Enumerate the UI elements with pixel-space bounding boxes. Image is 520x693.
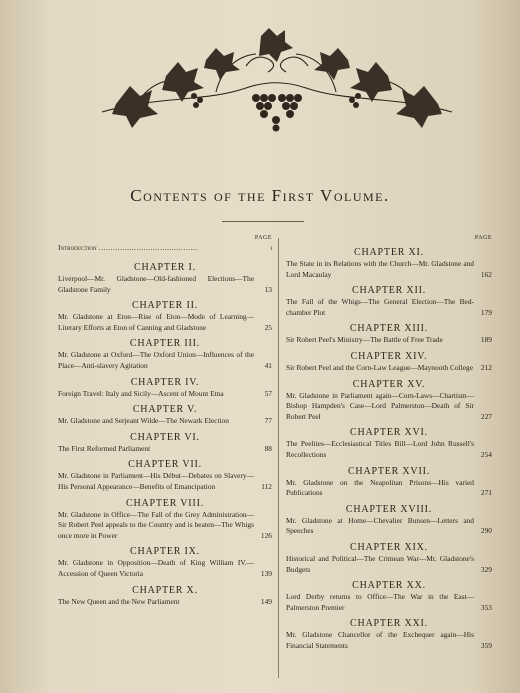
chapter-list-right [286,247,492,651]
chapter-description [286,259,492,280]
chapter-summary: Mr. Gladstone in Office—The Fall of the Grey Administration—Sir Robert Peel appeals to the Country and is beaten—The Whigs once more in Power [58,509,254,540]
column-divider [278,238,279,678]
page-number: 227 [480,411,492,421]
chapter-description [286,363,492,374]
contents-entry [286,247,492,280]
page-title: Contents of the First Volume. [130,186,390,205]
chapter-description [286,439,492,460]
chapter-summary: Mr. Gladstone on the Neapolitan Prisons—His varied Publications [286,477,474,498]
chapter-description [58,510,272,542]
chapter-heading: CHAPTER VI. [130,431,200,443]
chapter-heading: CHAPTER XVII. [347,465,431,477]
chapter-heading: CHAPTER VIII. [126,497,204,509]
contents-entry [286,379,492,423]
page-column-header: PAGE [254,235,272,241]
chapter-summary: The Peelites—Ecclesiastical Titles Bill—Lord John Russell's Recollections [286,439,474,459]
page-number: 112 [261,481,272,491]
chapter-summary: Sir Robert Peel's Ministry—The Battle of Free Trade [286,335,443,345]
contents-entry [286,580,492,613]
page-number: 149 [260,596,272,606]
chapter-heading: CHAPTER III. [129,338,201,350]
chapter-description [58,350,272,371]
page-number: 139 [260,568,272,578]
chapter-heading: CHAPTER X. [132,584,198,596]
chapter-description [286,554,492,575]
page-number: 189 [480,335,492,345]
chapter-heading: CHAPTER IX. [130,546,200,558]
chapter-heading: CHAPTER XI. [354,247,424,258]
chapter-heading: CHAPTER XIV. [350,350,428,362]
chapter-description [286,592,492,613]
chapter-heading: CHAPTER IV. [130,376,200,388]
contents-entry [286,466,492,499]
contents-entry [286,285,492,318]
chapter-description [58,597,272,608]
chapter-summary: Historical and Political—The Crimean War—Mr. Gladstone's Budgets [286,553,474,574]
contents-entry [286,323,492,346]
chapter-description [58,444,272,455]
chapter-description [286,335,492,346]
contents-entry [286,618,492,651]
contents-entry [58,300,272,333]
page-number: 179 [480,307,492,317]
chapter-description [58,416,272,427]
contents-entry [58,432,272,455]
contents-entry [286,504,492,537]
contents-entry [58,404,272,427]
chapter-description [286,478,492,499]
chapter-summary: The Fall of the Whigs—The General Election—The Bed-chamber Plot [286,297,474,317]
chapter-description [58,471,272,492]
chapter-heading: CHAPTER XV. [352,378,426,390]
chapter-description [286,391,492,423]
chapter-summary: The State in its Relations with the Church—Mr. Gladstone and Lord Macaulay [286,259,474,279]
chapter-list-left [58,262,272,607]
title-divider [222,221,304,222]
contents-column-left [58,234,272,607]
chapter-summary: Mr. Gladstone at Home—Chevalier Bunsen—Letters and Speeches [286,515,474,536]
contents-entry [286,351,492,374]
page-number: 290 [480,526,492,536]
page-number: 359 [480,640,492,650]
page-number: 212 [480,362,492,372]
chapter-summary: Liverpool—Mr. Gladstone—Old-fashioned Elections—The Gladstone Family [58,274,254,294]
chapter-heading: CHAPTER II. [131,300,199,312]
contents-entry [58,459,272,492]
contents-entry [58,338,272,371]
page-number: 77 [264,416,272,426]
chapter-heading: CHAPTER XVIII. [345,503,433,515]
intro-label: Introduction [58,243,97,252]
contents-entry [58,585,272,608]
page-number: 57 [264,388,272,398]
chapter-heading: CHAPTER XX. [352,580,426,592]
page-number: 353 [480,602,492,612]
chapter-heading: CHAPTER I. [134,262,196,273]
chapter-heading: CHAPTER XXI. [350,618,428,630]
contents-entry [286,427,492,460]
chapter-description [286,630,492,651]
page-number: 41 [264,360,272,370]
chapter-description [58,558,272,579]
intro-page: i [270,243,272,252]
chapter-summary: Foreign Travel: Italy and Sicily—Ascent of Mount Etna [58,388,224,398]
chapter-summary: Mr. Gladstone at Oxford—The Oxford Union—Influences of the Place—Anti-slavery Agitation [58,350,254,370]
chapter-summary: Mr. Gladstone Chancellor of the Exchequer again—His Financial Statements [286,630,474,650]
contents-entry [58,546,272,579]
chapter-summary: Mr. Gladstone and Serjeant Wilde—The Newark Election [58,416,229,426]
page-number: 329 [480,564,492,574]
chapter-description [286,516,492,537]
page-number: 88 [264,443,272,453]
contents-entry [58,498,272,542]
contents-entry [58,262,272,295]
chapter-description [58,312,272,333]
chapter-summary: The New Queen and the New Parliament [58,596,180,606]
chapter-heading: CHAPTER XIX. [350,541,428,553]
contents-column-right [286,234,492,651]
page-number: 126 [260,530,272,540]
contents-entry [58,377,272,400]
page-number: 162 [480,269,492,279]
chapter-description [58,389,272,400]
chapter-heading: CHAPTER XII. [351,285,427,297]
chapter-heading: CHAPTER V. [132,404,198,416]
page-number: 25 [264,322,272,332]
intro-entry: Introduction .......................................... i [58,243,272,252]
page-number: 13 [264,284,272,294]
page-column-header: PAGE [474,235,492,241]
chapter-description [58,274,272,295]
chapter-summary: Lord Derby returns to Office—The War in the East—Palmerston Premier [286,592,474,612]
grapevine-ornament [96,26,458,136]
chapter-summary: Mr. Gladstone in Opposition—Death of King William IV.—Accession of Queen Victoria [58,558,254,578]
chapter-heading: CHAPTER XIII. [349,323,429,335]
contents-entry [286,542,492,575]
chapter-summary: Mr. Gladstone in Parliament—His Début—Debates on Slavery—His Personal Appearance—Benefits of Emancipation [58,471,254,491]
chapter-heading: CHAPTER VII. [128,459,202,471]
chapter-summary: Sir Robert Peel and the Corn-Law League—Maynooth College [286,362,473,372]
page-number: 254 [480,449,492,459]
chapter-summary: Mr. Gladstone in Parliament again—Corn-Laws—Chartism—Bishop Hampden's Case—Lord Palmerston—Death of Sir Robert Peel [286,390,474,421]
page-number: 271 [480,488,492,498]
chapter-heading: CHAPTER XVI. [350,427,428,439]
chapter-summary: Mr. Gladstone at Eton—Rise of Eton—Mode of Learning—Literary Efforts at Eton of Canning and Gladstone [58,312,254,332]
chapter-summary: The First Reformed Parliament [58,443,151,453]
chapter-description [286,297,492,318]
